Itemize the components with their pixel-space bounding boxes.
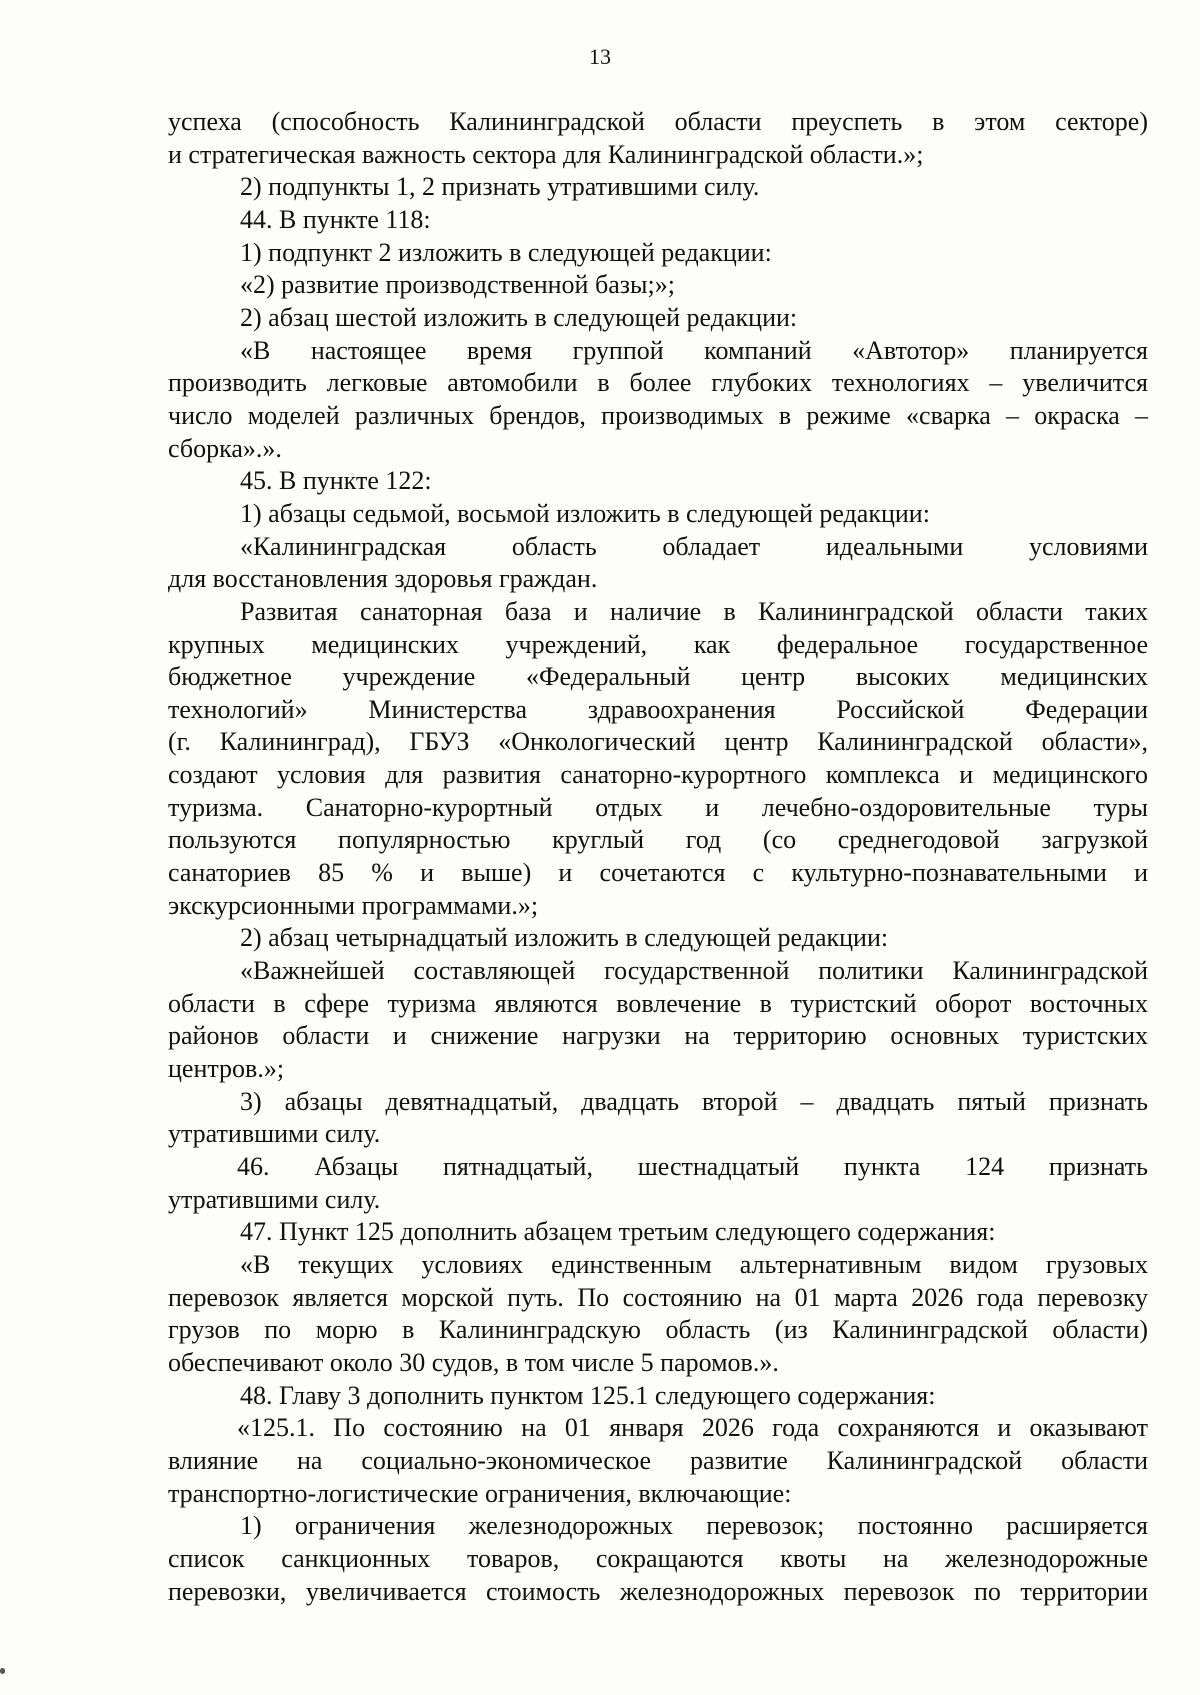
text-line: список санкционных товаров, сокращаются квоты на железнодорожные (168, 1543, 1148, 1573)
text-line: грузов по морю в Калининградскую область (из Калининградской области) (168, 1315, 1148, 1345)
text-line: влияние на социально-экономическое развитие Калининградской области (168, 1445, 1148, 1475)
text-line: «125.1. По состоянию на 01 января 2026 года сохраняются и оказывают (237, 1413, 1148, 1443)
scan-speck (0, 1668, 5, 1674)
text-line: 47. Пункт 125 дополнить абзацем третьим следующего содержания: (240, 1217, 996, 1247)
text-line: 2) подпункты 1, 2 признать утратившими силу. (240, 172, 760, 202)
text-line: и стратегическая важность сектора для Калининградской области.»; (168, 139, 924, 169)
text-line: технологий» Министерства здравоохранения Российской Федерации (168, 694, 1148, 724)
text-line: «В текущих условиях единственным альтернативным видом грузовых (240, 1249, 1148, 1279)
text-line: утратившими силу. (168, 1184, 381, 1214)
text-line: создают условия для развития санаторно-курортного комплекса и медицинского (168, 760, 1148, 790)
text-line: крупных медицинских учреждений, как федеральное государственное (168, 629, 1148, 659)
text-line: Развитая санаторная база и наличие в Калининградской области таких (240, 596, 1148, 626)
text-line: 3) абзацы девятнадцатый, двадцать второй – двадцать пятый признать (240, 1086, 1148, 1116)
text-line: 1) подпункт 2 изложить в следующей редакции: (240, 237, 772, 267)
text-line: число моделей различных брендов, производимых в режиме «сварка – окраска – (168, 400, 1148, 430)
text-line: области в сфере туризма являются вовлечение в туристский оборот восточных (168, 988, 1148, 1018)
text-line: производить легковые автомобили в более глубоких технологиях – увеличится (168, 368, 1148, 398)
text-line: 45. В пункте 122: (240, 466, 432, 496)
text-line: для восстановления здоровья граждан. (168, 564, 598, 594)
text-line: утратившими силу. (168, 1119, 381, 1149)
text-line: «В настоящее время группой компаний «Автотор» планируется (240, 335, 1148, 365)
text-line: перевозки, увеличивается стоимость железнодорожных перевозок по территории (168, 1576, 1148, 1606)
text-line: экскурсионными программами.»; (168, 890, 539, 920)
text-line: пользуются популярностью круглый год (со среднегодовой загрузкой (168, 825, 1148, 855)
text-line: 1) абзацы седьмой, восьмой изложить в следующей редакции: (240, 498, 930, 528)
text-line: 48. Главу 3 дополнить пунктом 125.1 следующего содержания: (240, 1380, 936, 1410)
text-line: районов области и снижение нагрузки на территорию основных туристских (168, 1021, 1148, 1051)
text-line: 1) ограничения железнодорожных перевозок; постоянно расширяется (240, 1511, 1148, 1541)
text-line: санаториев 85 % и выше) и сочетаются с культурно-познавательными и (168, 858, 1148, 888)
document-body (168, 106, 1148, 1608)
text-line: «Калининградская область обладает идеальными условиями (240, 531, 1148, 561)
text-line: сборка».». (168, 433, 282, 463)
text-line: (г. Калининград), ГБУЗ «Онкологический центр Калининградской области», (168, 727, 1148, 757)
text-line: 46. Абзацы пятнадцатый, шестнадцатый пункта 124 признать (237, 1152, 1148, 1181)
text-line: 2) абзац четырнадцатый изложить в следующей редакции: (240, 923, 889, 953)
text-line: 2) абзац шестой изложить в следующей редакции: (240, 302, 798, 332)
text-line: «2) развитие производственной базы;»; (240, 270, 675, 300)
page-number: 13 (589, 44, 611, 69)
text-line: успеха (способность Калининградской области преуспеть в этом секторе) (168, 107, 1148, 136)
text-line: перевозок является морской путь. По состоянию на 01 марта 2026 года перевозку (168, 1282, 1148, 1312)
text-line: 44. В пункте 118: (240, 204, 431, 234)
text-line: транспортно-логистические ограничения, включающие: (168, 1478, 792, 1508)
text-line: «Важнейшей составляющей государственной политики Калининградской (240, 956, 1148, 986)
text-line: бюджетное учреждение «Федеральный центр высоких медицинских (168, 662, 1148, 692)
text-line: туризма. Санаторно-курортный отдых и лечебно-оздоровительные туры (168, 792, 1148, 822)
text-line: обеспечивают около 30 судов, в том числе 5 паромов.». (168, 1347, 779, 1377)
text-line: центров.»; (168, 1054, 285, 1084)
